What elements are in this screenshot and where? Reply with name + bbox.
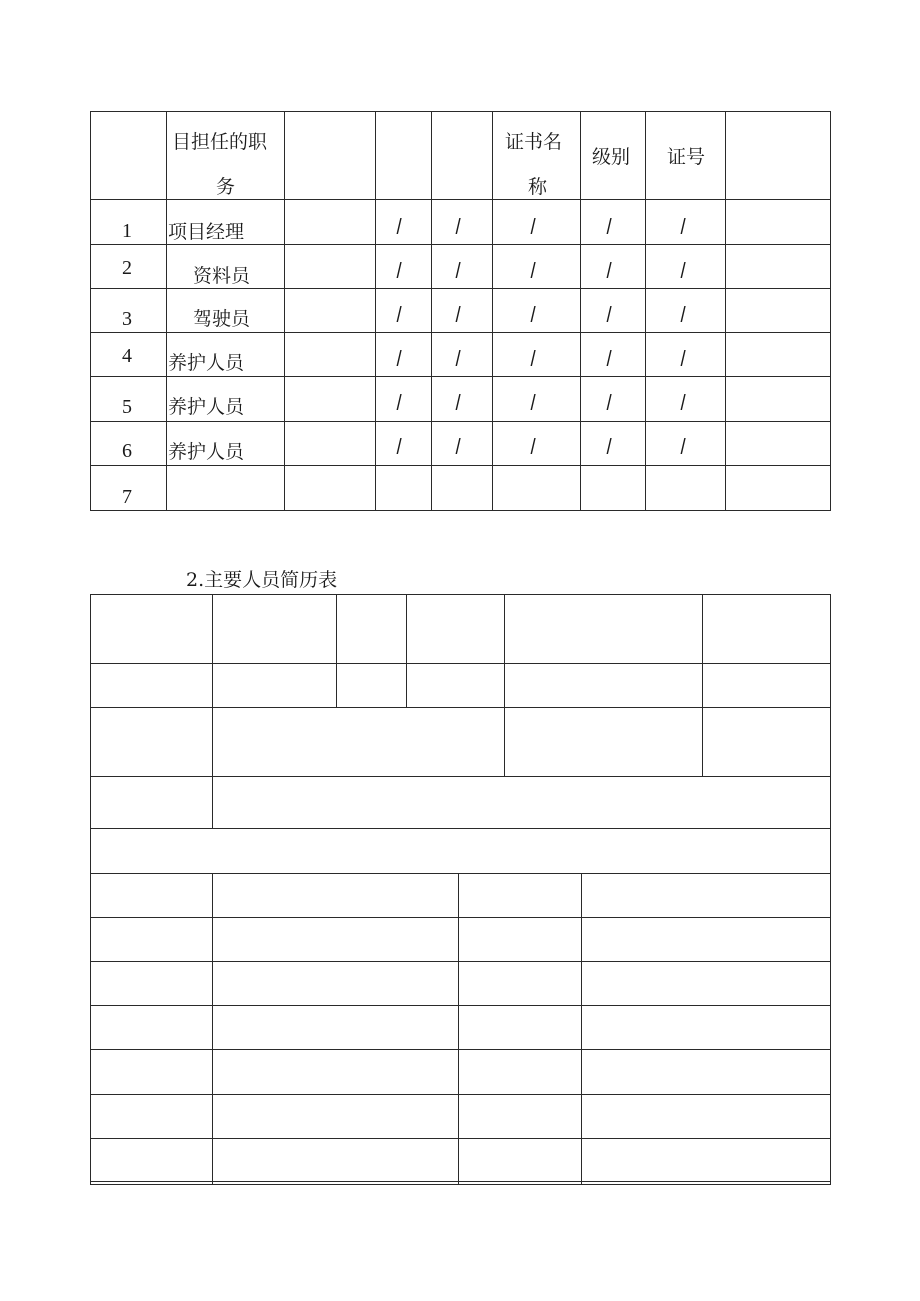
slash-mark: / <box>680 390 686 415</box>
table-border <box>336 594 337 707</box>
row-role: 驾驶员 <box>193 308 251 330</box>
table-border <box>725 111 726 511</box>
row-role: 养护人员 <box>168 396 245 418</box>
table-border <box>458 873 459 1184</box>
table-border <box>90 663 831 664</box>
header-position-line1: 目担任的职 <box>172 131 268 153</box>
table-border <box>492 111 493 511</box>
table-border <box>581 873 582 1184</box>
slash-mark: / <box>606 346 612 371</box>
table-border <box>90 288 831 289</box>
slash-mark: / <box>455 434 461 459</box>
table-border <box>90 828 831 829</box>
table-border <box>90 873 831 874</box>
row-number: 4 <box>122 345 132 367</box>
row-role: 养护人员 <box>168 352 245 374</box>
table-border <box>90 376 831 377</box>
table-border <box>375 111 376 511</box>
slash-mark: / <box>680 214 686 239</box>
table-border <box>90 244 831 245</box>
slash-mark: / <box>530 346 536 371</box>
slash-mark: / <box>530 214 536 239</box>
table-border <box>90 332 831 333</box>
slash-mark: / <box>606 434 612 459</box>
table-border <box>431 111 432 511</box>
row-role: 资料员 <box>193 265 251 287</box>
row-number: 7 <box>122 486 132 508</box>
slash-mark: / <box>455 258 461 283</box>
slash-mark: / <box>680 434 686 459</box>
table-border <box>90 707 831 708</box>
table-border <box>830 594 831 1185</box>
table-border <box>90 776 831 777</box>
slash-mark: / <box>455 390 461 415</box>
slash-mark: / <box>530 434 536 459</box>
slash-mark: / <box>530 258 536 283</box>
table-border <box>284 111 285 511</box>
row-role: 项目经理 <box>168 221 245 243</box>
slash-mark: / <box>396 258 402 283</box>
row-number: 3 <box>122 308 132 330</box>
slash-mark: / <box>680 258 686 283</box>
table-border <box>90 961 831 962</box>
slash-mark: / <box>396 434 402 459</box>
table-border <box>90 594 91 1185</box>
table-border <box>90 199 831 200</box>
slash-mark: / <box>396 390 402 415</box>
table-border <box>90 111 91 511</box>
table-border <box>212 873 213 1184</box>
table-border <box>90 1049 831 1050</box>
table-border <box>90 1181 831 1182</box>
slash-mark: / <box>680 302 686 327</box>
section-title: 2.主要人员简历表 <box>186 569 338 591</box>
table-border <box>90 111 831 112</box>
slash-mark: / <box>396 302 402 327</box>
row-number: 6 <box>122 440 132 462</box>
table-border <box>90 510 831 511</box>
table-border <box>580 111 581 511</box>
table-border <box>504 594 505 776</box>
table-border <box>406 594 407 707</box>
slash-mark: / <box>606 302 612 327</box>
slash-mark: / <box>530 302 536 327</box>
table-border <box>90 917 831 918</box>
table-border <box>702 594 703 776</box>
header-cert-no: 证号 <box>667 146 706 168</box>
table-border <box>212 594 213 828</box>
table-border <box>166 111 167 511</box>
table-border <box>90 1184 831 1185</box>
header-cert-name-line2: 称 <box>528 176 548 198</box>
table-border <box>90 1094 831 1095</box>
slash-mark: / <box>455 346 461 371</box>
slash-mark: / <box>606 214 612 239</box>
table-border <box>830 111 831 511</box>
header-position-line2: 务 <box>216 176 236 198</box>
table-border <box>645 111 646 511</box>
slash-mark: / <box>530 390 536 415</box>
slash-mark: / <box>455 302 461 327</box>
slash-mark: / <box>455 214 461 239</box>
row-number: 1 <box>122 220 132 242</box>
slash-mark: / <box>606 258 612 283</box>
table-border <box>90 421 831 422</box>
row-role: 养护人员 <box>168 441 245 463</box>
row-number: 5 <box>122 396 132 418</box>
header-level: 级别 <box>592 146 631 168</box>
table-border <box>90 1005 831 1006</box>
table-border <box>90 594 831 595</box>
slash-mark: / <box>680 346 686 371</box>
slash-mark: / <box>396 346 402 371</box>
table-border <box>90 1138 831 1139</box>
row-number: 2 <box>122 257 132 279</box>
table-border <box>90 465 831 466</box>
slash-mark: / <box>396 214 402 239</box>
header-cert-name-line1: 证书名 <box>505 131 563 153</box>
slash-mark: / <box>606 390 612 415</box>
